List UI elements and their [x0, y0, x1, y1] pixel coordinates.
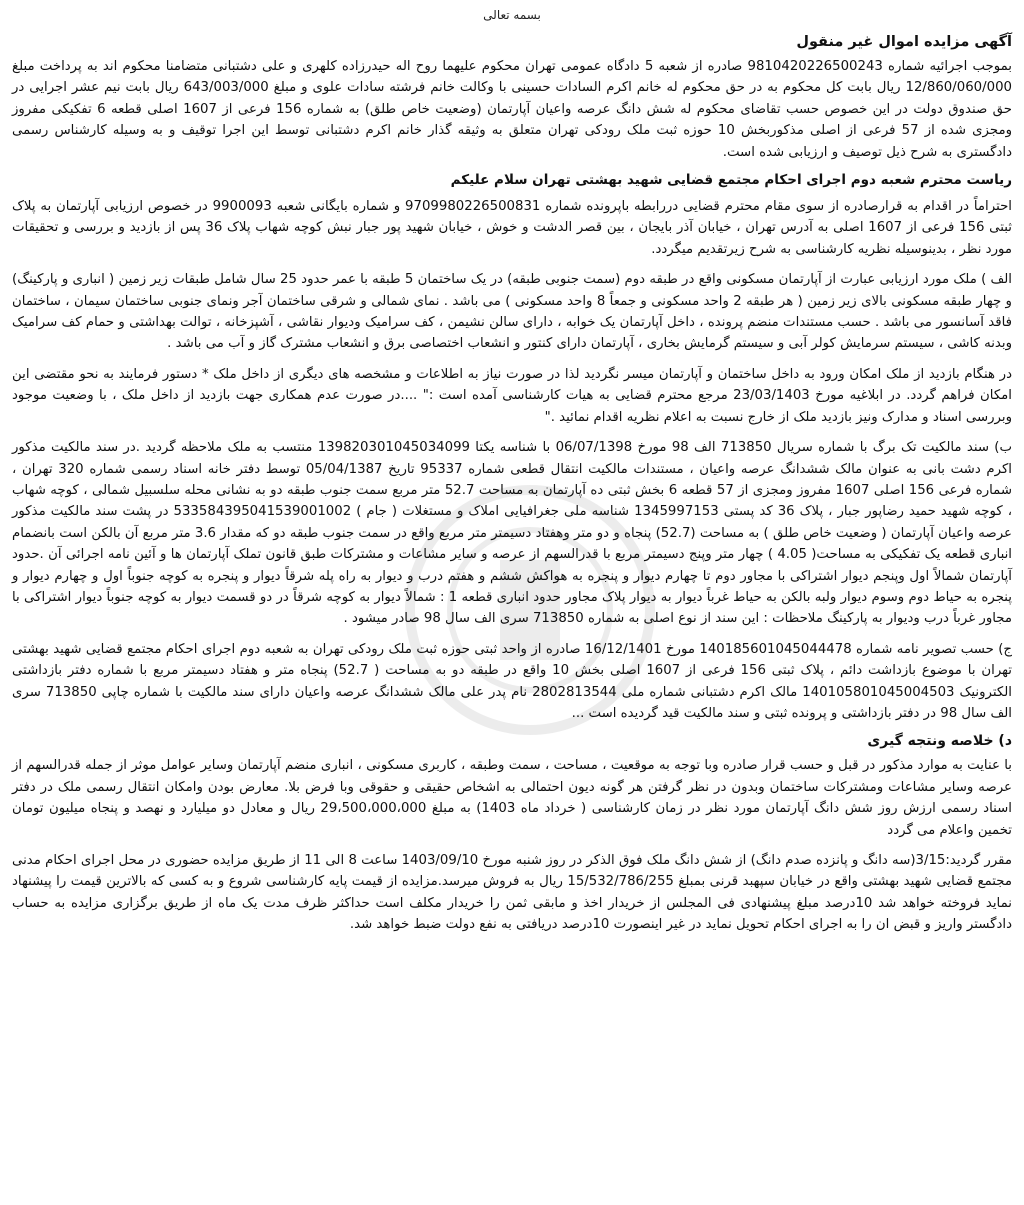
basmala-header: بسمه تعالی: [483, 8, 541, 22]
section-alef-paragraph: الف ) ملک مورد ارزیابی عبارت از آپارتمان مسکونی واقع در طبقه دوم (سمت جنوبی طبقه) در یک ساختمان 5 طبقه با عمر حدود 25 سال شامل طبقات زیر زمین ( انباری و پارکینگ) و چهار طبقه مسکونی بالای زیر زمین ( هر طبقه 2 واحد مسکونی و جمعاً 8 واحد مسکونی ) می باشد . نمای شمالی و شرقی ساختمان آجر ونمای جنوبی ساختمان سیمان ، ساختمان فاقد آسانسور می باشد . حسب مستندات منضم پرونده ، داخل آپارتمان یک خوابه ، دارای سالن نشیمن ، کف سرامیک ودیوار نقاشی ، آشپزخانه ، توالت بهداشتی و حمام کف سرامیک وبدنه کاشی ، سیستم سرمایش کولر آبی و سیستم گرمایش بخاری ، آپارتمان دارای کنتور و انشعاب اختصاصی برق و انشعاب مشترک گاز و آب می باشد .: [12, 272, 1013, 352]
notice-title: آگهی مزایده اموال غیر منقول: [796, 34, 1012, 50]
auction-terms-paragraph: مقرر گردید:3/15(سه دانگ و پانزده صدم دانگ) از شش دانگ ملک فوق الذکر در روز شنبه مورخ 1403/09/10 ساعت 8 الی 11 از طریق مزایده حضوری در محل اجرای احکام مدنی مجتمع قضایی شهید بهشتی واقع در خیابان سپهبد قرنی بمبلغ 15/532/786/255 ریال به فروش میرسد.مزایده از قیمت پایه کارشناسی شروع و به کسی که بالاترین قیمت را پیشنهاد نماید فروخته خواهد شد 10درصد مبلغ پیشنهادی فی المجلس از خریدار اخذ و مابقی ثمن را خریدار مکلف است حداکثر ظرف مدت یک ماه از طریق برگزاری مزایده به حساب دادگستر واریز و قبض ان را به اجرای احکام تحویل نماید در غیر اینصورت 10درصد دریافتی به نفع دولت ضبط خواهد شد.: [12, 853, 1013, 933]
addressee-line: ریاست محترم شعبه دوم اجرای احکام مجتمع قضایی شهید بهشتی تهران سلام علیکم: [450, 172, 1012, 189]
visit-paragraph: در هنگام بازدید از ملک امکان ورود به داخل ساختمان و آپارتمان میسر نگردید لذا در صورت نیاز به اطلاعات و مشخصه های دیگری از داخل ملک * دستور فرمایند به نحو مقتضی این امکان فراهم گردد. در ابلاغیه مورخ 23/03/1403 مرجع محترم قضایی به هیات کارشناسی آمده است :" ....در صورت عدم همکاری جهت بازدید از داخل ملک ، با وضعیت موجود وبررسی اسناد و مدارک ونیز بازدید ملک از خارج نسبت به اعلام نظریه اقدام نمائید .": [12, 366, 1012, 425]
respect-paragraph: احتراماً در اقدام به قرارصادره از سوی مقام محترم قضایی دررابطه باپرونده شماره 9709980226500831 و شماره بایگانی شعبه 9900093 در خصوص ارزیابی آپارتمان به پلاک ثبتی 156 فرعی از 1607 اصلی به آدرس تهران ، خیابان آذر بایجان ، بین قصر الدشت و خوش ، خیابان شهید پور جبار نبش کوچه شهاب پلاک 36 پس از بازدید و بررسی و تحقیقات مورد نظر ، بدینوسیله نظریه کارشناسی به شرح زیرتقدیم میگردد.: [12, 199, 1012, 257]
section-be-paragraph: ب) سند مالکیت تک برگ با شماره سریال 713850 الف 98 مورخ 06/07/1398 با شناسه یکتا 139820301045034099 منتسب به ملک ملاحظه گردید .در سند مالکیت مذکور اکرم دشت بانی به عنوان مالک ششدانگ عرصه واعیان ، مستندات مالکیت انتقال قطعی شماره 95337 تاریخ 05/04/1387 توسط دفتر خانه اسناد رسمی شماره 320 تهران ، شماره فرعی 156 اصلی 1607 مفروز ومجزی از 57 قطعه 6 بخش ثبتی ده آپارتمان به مساحت 52.7 متر مربع سمت جنوب طبقه دو به نشانی محله سلسبیل شمالی ، کوچه شهاب ، کوچه شهید حمید رضاپور جبار ، پلاک 36 کد پستی 1345997153 شناسه ملی جغرافیایی املاک و مستغلات ( جام ) 533584395041539001002 در پشت سند مالکیت مذکور عرصه واعیان آپارتمان ( وضعیت خاص طلق ) به مساحت (52.7) پنجاه و دو متر وهفتاد دسیمتر متر مربع واقع در سمت جنوب طبقه دو که مقدار 3.6 متر مربع آن بالکن است بانضمام انباری قطعه یک تفکیکی به مساحت( 4.05 ) چهار متر وپنج دسیمتر مربع با قدرالسهم از عرصه و سایر مشاعات و مشترکات طبق قانون تملک آپارتمان ها و آئین نامه اجرائی آن .حدود آپارتمان شمالاً اول وپنجم دیوار اشتراکی با مجاور دوم تا چهارم دیوار و پنجره به هواکش ششم و هفتم درب و دیوار به راه پله شرقاً دیوار و پنجره به کوچه جنوباً اول و چهارم دیوار و پنجره به حیاط دوم وسوم دیوار ولبه بالکن به حیاط غرباً دیوار به دیوار پلاک مجاور حدود انباری قطعه 1 : شمالاً دیوار به کوچه شرقاً در دو قسمت دیوار به کوچه جنوباً دیوار اشتراکی با مجاور غرباً درب ودیوار به پارکینگ ملاحظات : این سند از نوع اصلی به شماره 713850 سری الف سال 98 صادر میشود .: [12, 440, 1013, 627]
section-dal-heading: د) خلاصه ونتجه گیری: [867, 733, 1012, 750]
conclusion-paragraph: با عنایت به موارد مذکور در قبل و حسب قرار صادره وبا توجه به موقعیت ، مساحت ، سمت وطبقه ، کاربری مسکونی ، انباری منضم آپارتمان وسایر عوامل موثر از جمله قدرالسهم از عرصه وسایر مشاعات ومشترکات ساختمان وبدون در نظر گرفتن هر گونه دیون احتمالی به اشخاص حقیقی و حقوقی وبا فرض بلا. معارض بودن وامکان انتقال رسمی ملک در دفتر اسناد رسمی ارزش روز شش دانگ آپارتمان مورد نظر در زمان کارشناسی ( خرداد ماه 1403) به مبلغ 29،500،000،000 ریال و معادل دو میلیارد و نهصد و پنجاه میلیون تومان تخمین واعلام می گردد: [12, 758, 1012, 838]
intro-paragraph: بموجب اجرائیه شماره 9810420226500243 صادره از شعبه 5 دادگاه عمومی تهران محکوم علیهما روح اله حیدرزاده کلهری و علی دشتبانی متضامنا محکوم اند به پرداخت مبلغ 12/860/060/000 ریال بابت کل محکوم به در حق محکوم له خانم اکرم السادات حسینی با وکالت خانم فرشته سادات علوی و مبلغ 643/003/000 ریال بابت نیم عشر اجرایی در حق صندوق دولت در این خصوص حسب تقاضای محکوم له شش دانگ عرصه واعیان آپارتمان (وضعیت خاص طلق) به شماره 156 فرعی از 1607 اصلی قطعه 6 تفکیکی مفروز ومجزی شده از 57 فرعی از اصلی مذکوربخش 10 حوزه ثبت ملک رودکی تهران متعلق به وثیقه گذار خانم اکرم دشتبانی توسط این اجرا توقیف و به وسیله کارشناس رسمی دادگستری به شرح ذیل توصیف و ارزیابی شده است.: [12, 59, 1012, 160]
section-jim-paragraph: ج) حسب تصویر نامه شماره 140185601045044478 مورخ 16/12/1401 صادره از واحد ثبتی حوزه ثبت ملک رودکی تهران به شعبه دوم اجرای احکام مجتمع قضایی شهید بهشتی تهران با موضوع بازداشت دائم ، پلاک ثبتی 156 فرعی از 1607 اصلی بخش 10 واقع در طبقه دو به مساحت ( 52.7) پنجاه متر و هفتاد دسیمتر مربع با شماره دفتر بازداشتی الکترونیک 140105801045004503 مالک اکرم دشتبانی شماره ملی 2802813544 نام پدر علی مالک ششدانگ عرصه واعیان دارای سند مالکیت با شماره چاپی 713850 سری الف سال 98 در دفتر بازداشتی و پرونده ثبتی و سند مالکیت قید گردیده است ...: [12, 641, 1013, 721]
